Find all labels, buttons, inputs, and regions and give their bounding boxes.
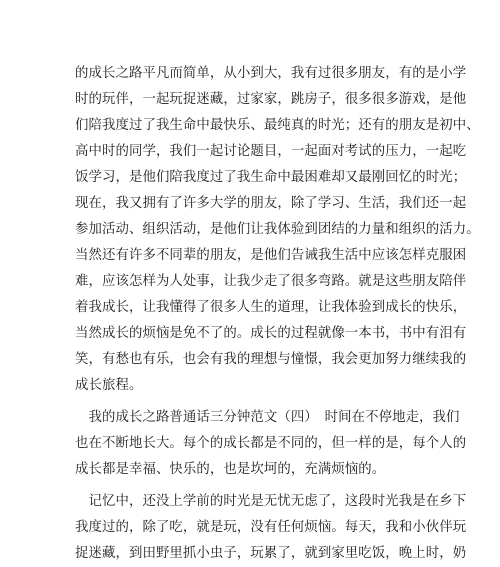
text-line: 也在不断地长大。每个的成长都是不同的，但一样的是，每个人的 [75,436,467,451]
text-line: 当然成长的烦恼是免不了的。成长的过程就像一本书，书中有泪有 [75,326,467,341]
text-line: 捉迷藏，到田野里抓小虫子，玩累了，就到家里吃饭，晚上时，奶 [75,546,467,561]
text-line: 难，应该怎样为人处事，让我少走了很多弯路。就是这些朋友陪伴 [75,274,467,289]
text-line: 我度过的，除了吃，就是玩，没有任何烦恼。每天，我和小伙伴玩 [75,520,467,535]
document-body [75,61,480,567]
text-line: 笑，有愁也有乐，也会有我的理想与憧憬，我会更加努力继续我的 [75,352,467,367]
text-line: 成长旅程。 [75,378,143,393]
paragraph-friends [75,61,480,399]
text-line: 们陪我度过了我生命中最快乐、最纯真的时光；还有的朋友是初中、 [75,118,480,133]
text-line: 的成长之路平凡而简单，从小到大，我有过很多朋友，有的是小学 [75,66,467,81]
text-line: 记忆中，还没上学前的时光是无忧无虑了，这段时光我是在乡下 [75,494,467,509]
paragraph-memories [75,489,467,567]
text-line: 着我成长，让我懂得了很多人生的道理，让我体验到成长的快乐， [75,300,467,315]
text-line: 高中时的同学，我们一起讨论题目，一起面对考试的压力，一起吃 [75,144,467,159]
text-line: 参加活动、组织活动，是他们让我体验到团结的力量和组织的活力。 [75,222,480,237]
paragraph-sample-heading [75,405,467,483]
text-line: 时的玩伴，一起玩捉迷藏，过家家，跳房子，很多很多游戏，是他 [75,92,467,107]
text-line: 成长都是幸福、快乐的，也是坎坷的，充满烦恼的。 [75,462,386,477]
text-line: 我的成长之路普通话三分钟范文（四） 时间在不停地走，我们 [75,410,460,425]
text-line: 当然还有许多不同辈的朋友，是他们告诫我生活中应该怎样克服困 [75,248,467,263]
text-line: 现在，我又拥有了许多大学的朋友，除了学习、生活，我们还一起 [75,196,467,211]
text-line: 饭学习，是他们陪我度过了我生命中最困难却又最刚回忆的时光； [75,170,467,185]
